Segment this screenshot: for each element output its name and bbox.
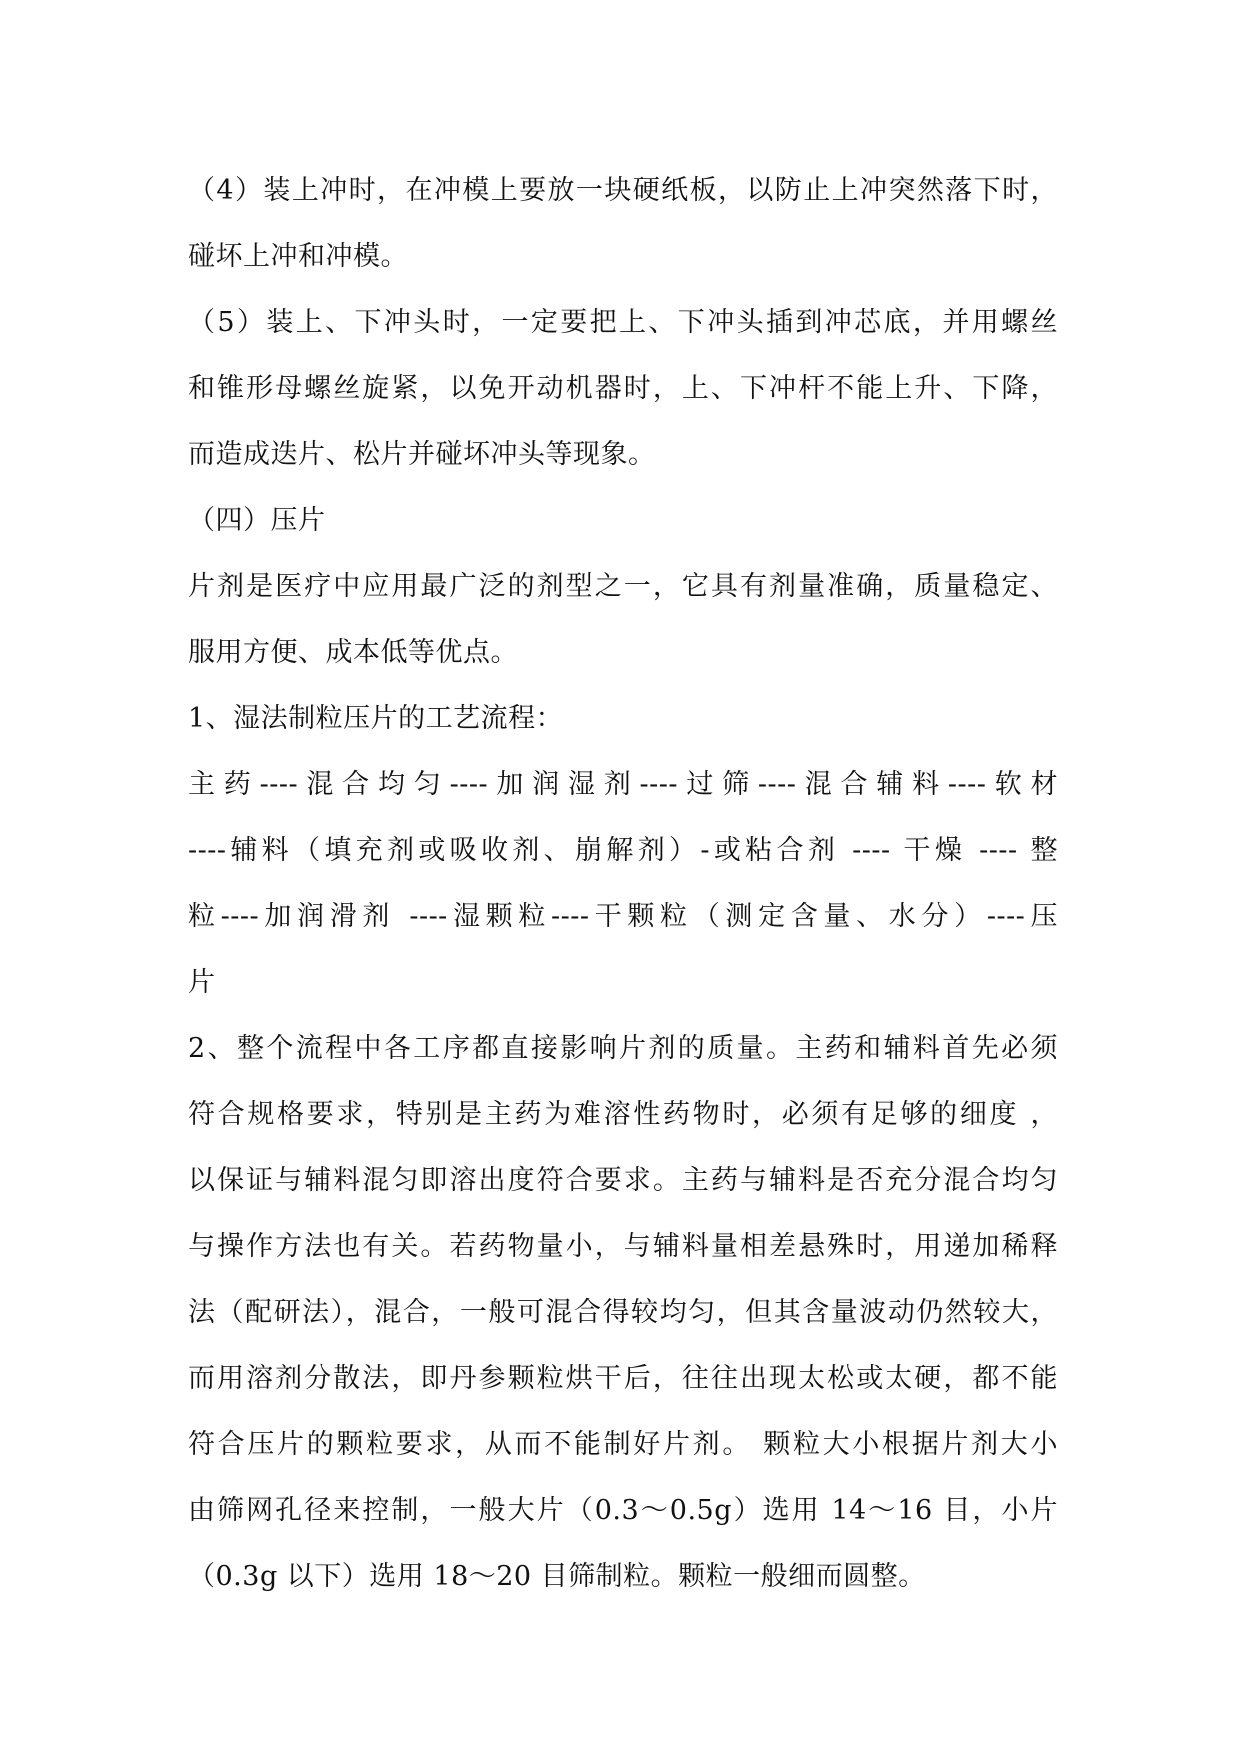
text-line: ----辅料（填充剂或吸收剂、崩解剂）-或粘合剂 ---- 干燥 ---- 整 — [188, 835, 1058, 866]
text-line: 粒----加润滑剂 ----湿颗粒----干颗粒（测定含量、水分）----压 — [188, 901, 1058, 932]
text-line: 片剂是医疗中应用最广泛的剂型之一，它具有剂量准确，质量稳定、 — [188, 571, 1058, 602]
text-line: 与操作方法也有关。若药物量小，与辅料量相差悬殊时，用递加稀释 — [188, 1231, 1058, 1262]
text-line: 符合规格要求，特别是主药为难溶性药物时，必须有足够的细度 ， — [188, 1099, 1058, 1130]
text-line: （0.3g 以下）选用 18～20 目筛制粒。颗粒一般细而圆整。 — [188, 1561, 926, 1592]
text-line: （5）装上、下冲头时，一定要把上、下冲头插到冲芯底，并用螺丝 — [188, 307, 1058, 338]
text-line: 2、整个流程中各工序都直接影响片剂的质量。主药和辅料首先必须 — [188, 1033, 1058, 1064]
text-line: 服用方便、成本低等优点。 — [188, 637, 518, 668]
text-line: 碰坏上冲和冲模。 — [188, 241, 408, 272]
text-line: 主药----混合均匀----加润湿剂----过筛----混合辅料----软材 — [188, 769, 1058, 800]
text-line: 法（配研法），混合，一般可混合得较均匀，但其含量波动仍然较大， — [188, 1297, 1058, 1328]
document-body — [188, 158, 1058, 1610]
text-line: 符合压片的颗粒要求，从而不能制好片剂。 颗粒大小根据片剂大小 — [188, 1429, 1058, 1460]
text-line: 以保证与辅料混匀即溶出度符合要求。主药与辅料是否充分混合均匀 — [188, 1165, 1058, 1196]
text-line: （4）装上冲时，在冲模上要放一块硬纸板，以防止上冲突然落下时， — [188, 175, 1058, 206]
text-line: 1、湿法制粒压片的工艺流程： — [188, 703, 564, 734]
text-line: 而造成迭片、松片并碰坏冲头等现象。 — [188, 439, 656, 470]
text-line: 片 — [188, 967, 216, 998]
text-line: 而用溶剂分散法，即丹参颗粒烘干后，往往出现太松或太硬，都不能 — [188, 1363, 1058, 1394]
text-line: 由筛网孔径来控制，一般大片（0.3～0.5g）选用 14～16 目，小片 — [188, 1495, 1058, 1526]
text-line: 和锥形母螺丝旋紧，以免开动机器时，上、下冲杆不能上升、下降， — [188, 373, 1058, 404]
text-line: （四）压片 — [188, 505, 326, 536]
